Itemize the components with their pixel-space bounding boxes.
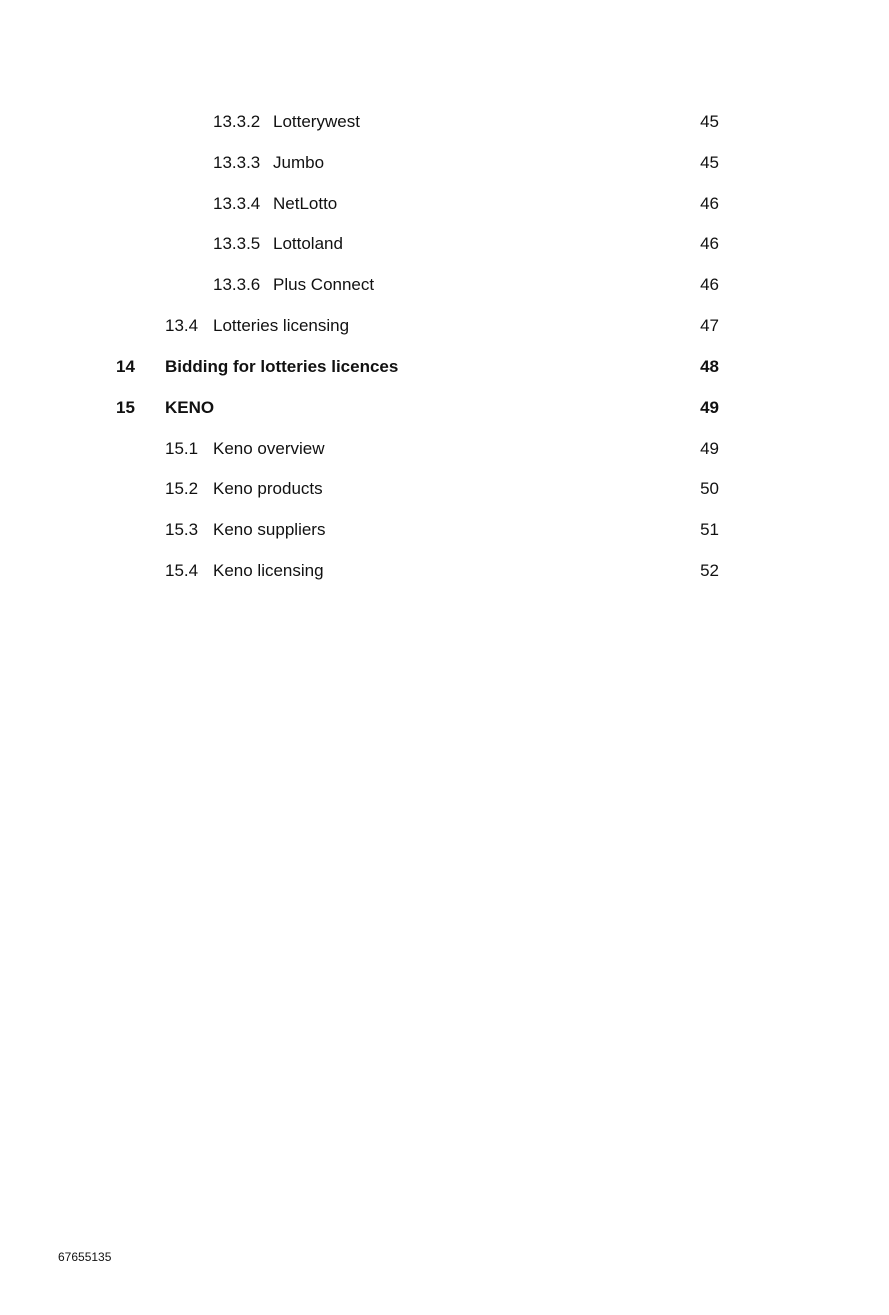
toc-entry-13-3-6[interactable] (0, 273, 889, 297)
toc-entry-page: 46 (700, 194, 719, 213)
toc-entry-page: 45 (700, 112, 719, 131)
toc-entry-page: 50 (700, 479, 719, 498)
toc-entry-number: 15.2 (165, 479, 199, 498)
toc-entry-page: 48 (700, 357, 719, 376)
toc-entry-title: Jumbo (273, 153, 325, 172)
toc-entry-15-3[interactable] (0, 518, 889, 542)
toc-entry-number: 15.1 (165, 439, 199, 458)
toc-entry-14[interactable] (0, 355, 889, 379)
toc-entry-number: 13.3.2 (213, 112, 261, 131)
toc-entry-title: Keno overview (213, 439, 325, 458)
document-id: 67655135 (58, 1250, 112, 1264)
toc-entry-13-3-4[interactable] (0, 192, 889, 216)
toc-entry-number: 15.3 (165, 520, 199, 539)
toc-entry-page: 49 (700, 439, 719, 458)
toc-entry-title: NetLotto (273, 194, 338, 213)
toc-entry-page: 45 (700, 153, 719, 172)
toc-entry-number: 15.4 (165, 561, 199, 580)
toc-entry-title: Keno suppliers (213, 520, 326, 539)
toc-entry-15-1[interactable] (0, 437, 889, 461)
toc-entry-13-3-2[interactable] (0, 110, 889, 134)
toc-entry-title: KENO (165, 398, 215, 417)
toc-entry-title: Lotterywest (273, 112, 360, 131)
toc-entry-title: Keno products (213, 479, 323, 498)
toc-entry-13-4[interactable] (0, 314, 889, 338)
toc-entry-number: 13.3.3 (213, 153, 261, 172)
toc-entry-title: Lotteries licensing (213, 316, 350, 335)
toc-entry-number: 13.4 (165, 316, 199, 335)
toc-entry-page: 51 (700, 520, 719, 539)
toc-entry-15-4[interactable] (0, 559, 889, 583)
toc-entry-title: Keno licensing (213, 561, 324, 580)
toc-entry-page: 49 (700, 398, 719, 417)
toc-entry-page: 46 (700, 234, 719, 253)
toc-entry-number: 13.3.6 (213, 275, 261, 294)
toc-entry-page: 52 (700, 561, 719, 580)
toc-entry-title: Bidding for lotteries licences (165, 357, 399, 376)
toc-entry-13-3-3[interactable] (0, 151, 889, 175)
toc-entry-title: Plus Connect (273, 275, 375, 294)
toc-entry-number: 13.3.4 (213, 194, 261, 213)
toc-entry-number: 14 (116, 357, 135, 376)
toc-entry-number: 15 (116, 398, 135, 417)
toc-entry-page: 47 (700, 316, 719, 335)
toc-entry-title: Lottoland (273, 234, 343, 253)
toc-entry-15-2[interactable] (0, 477, 889, 501)
toc-entry-page: 46 (700, 275, 719, 294)
toc-entry-15[interactable] (0, 396, 889, 420)
toc-entry-number: 13.3.5 (213, 234, 261, 253)
toc-entry-13-3-5[interactable] (0, 232, 889, 256)
